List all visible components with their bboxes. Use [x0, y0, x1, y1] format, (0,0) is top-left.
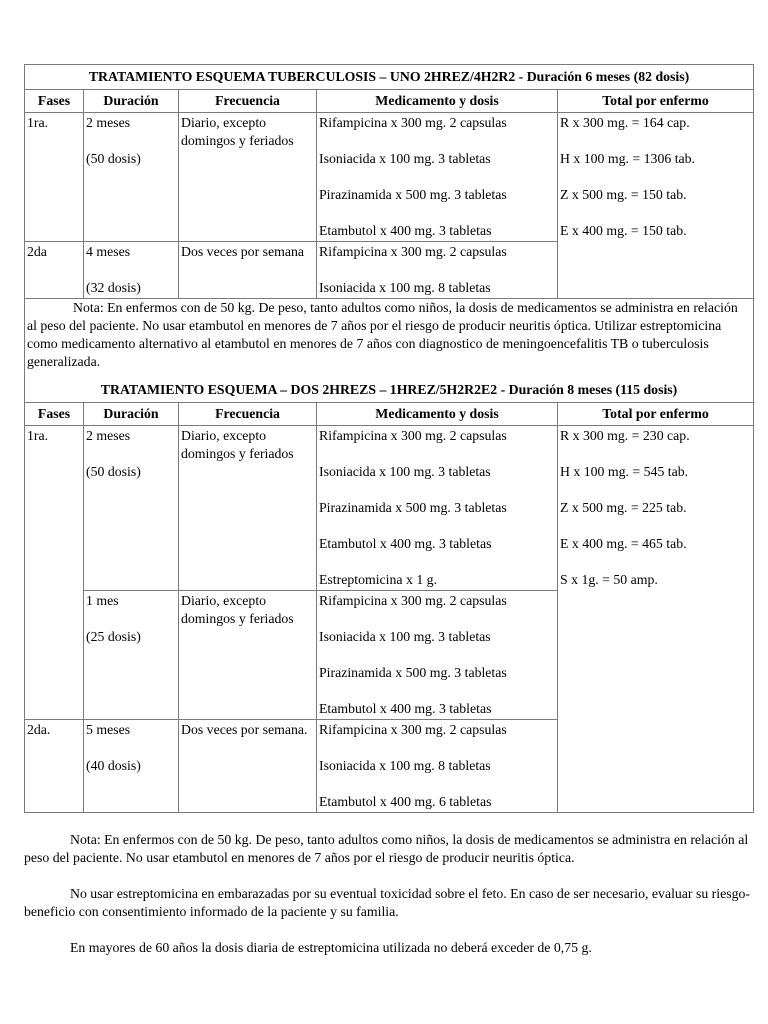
medication-line: Etambutol x 400 mg. 3 tabletas — [319, 536, 492, 551]
frequency-cell: Diario, excepto domingos y feriados — [179, 426, 317, 591]
phase-label: 2da — [25, 242, 84, 299]
col-header-medicamento: Medicamento y dosis — [317, 403, 558, 426]
medication-line: Rifampicina x 300 mg. 2 capsulas — [319, 244, 507, 259]
medication-line: Rifampicina x 300 mg. 2 capsulas — [319, 115, 507, 130]
frequency-cell: Dos veces por semana. — [179, 720, 317, 813]
medication-cell — [317, 426, 558, 591]
treatment-table — [24, 64, 754, 813]
dose-count-text: (50 dosis) — [86, 464, 141, 479]
medication-line: Etambutol x 400 mg. 3 tabletas — [319, 223, 492, 238]
duration-text: 1 mes — [86, 593, 119, 608]
duration-cell — [84, 720, 179, 813]
total-line: Z x 500 mg. = 225 tab. — [560, 500, 687, 515]
col-header-total: Total por enfermo — [558, 90, 754, 113]
total-line: S x 1g. = 50 amp. — [560, 572, 658, 587]
total-line: H x 100 mg. = 1306 tab. — [560, 151, 696, 166]
col-header-total: Total por enfermo — [558, 403, 754, 426]
medication-line: Rifampicina x 300 mg. 2 capsulas — [319, 593, 507, 608]
dose-count-text: (25 dosis) — [86, 629, 141, 644]
medication-line: Rifampicina x 300 mg. 2 capsulas — [319, 722, 507, 737]
medication-line: Isoniacida x 100 mg. 3 tabletas — [319, 464, 491, 479]
medication-line: Isoniacida x 100 mg. 3 tabletas — [319, 151, 491, 166]
scheme-one-note-text: Nota: En enfermos con de 50 kg. De peso, tanto adultos como niños, la dosis de medicamentos se administra en relación al peso del paciente. No usar etambutol en menores de 7 años por el riesgo de producir neuritis óptica. Utilizar estreptomicina como medicamento alternativo al etambutol en menores de 7 años con diagnostico de meningoencefalitis TB o tuberculosis generalizada. — [27, 300, 738, 369]
scheme-one-header-row — [25, 90, 754, 113]
duration-cell — [84, 242, 179, 299]
note-paragraph — [24, 885, 753, 921]
scheme-one-note — [25, 299, 754, 374]
scheme-two-header-row — [25, 403, 754, 426]
total-line: R x 300 mg. = 164 cap. — [560, 115, 690, 130]
medication-line: Isoniacida x 100 mg. 3 tabletas — [319, 629, 491, 644]
frequency-cell: Diario, excepto domingos y feriados — [179, 591, 317, 720]
col-header-fases: Fases — [25, 403, 84, 426]
medication-cell — [317, 720, 558, 813]
notes-section — [24, 831, 753, 957]
col-header-frecuencia: Frecuencia — [179, 403, 317, 426]
medication-line: Etambutol x 400 mg. 3 tabletas — [319, 701, 492, 716]
total-line: E x 400 mg. = 465 tab. — [560, 536, 687, 551]
scheme-one-phase-1-row — [25, 113, 754, 242]
col-header-duracion: Duración — [84, 90, 179, 113]
col-header-frecuencia: Frecuencia — [179, 90, 317, 113]
dose-count-text: (32 dosis) — [86, 280, 141, 295]
col-header-duracion: Duración — [84, 403, 179, 426]
medication-line: Etambutol x 400 mg. 6 tabletas — [319, 794, 492, 809]
duration-text: 4 meses — [86, 244, 131, 259]
duration-cell — [84, 591, 179, 720]
dose-count-text: (50 dosis) — [86, 151, 141, 166]
phase-label: 1ra. — [25, 113, 84, 242]
duration-text: 2 meses — [86, 115, 131, 130]
scheme-two-phase-1a-row — [25, 426, 754, 591]
duration-cell — [84, 113, 179, 242]
phase-label: 2da. — [25, 720, 84, 813]
dose-count-text: (40 dosis) — [86, 758, 141, 773]
medication-line: Estreptomicina x 1 g. — [319, 572, 438, 587]
col-header-medicamento: Medicamento y dosis — [317, 90, 558, 113]
total-cell — [558, 113, 754, 299]
note-text: En mayores de 60 años la dosis diaria de estreptomicina utilizada no deberá exceder de 0,75 g. — [70, 940, 592, 955]
duration-cell — [84, 426, 179, 591]
note-text: No usar estreptomicina en embarazadas por su eventual toxicidad sobre el feto. En caso de ser necesario, evaluar su riesgo-beneficio con consentimiento informado de la paciente y su familia. — [24, 886, 750, 919]
total-line: E x 400 mg. = 150 tab. — [560, 223, 687, 238]
medication-line: Pirazinamida x 500 mg. 3 tabletas — [319, 187, 507, 202]
total-cell — [558, 426, 754, 813]
scheme-one-title: TRATAMIENTO ESQUEMA TUBERCULOSIS – UNO 2HREZ/4H2R2 - Duración 6 meses (82 dosis) — [25, 65, 754, 90]
document-page — [24, 64, 753, 975]
note-paragraph — [24, 831, 753, 867]
note-paragraph — [24, 939, 753, 957]
medication-line: Pirazinamida x 500 mg. 3 tabletas — [319, 500, 507, 515]
medication-line: Isoniacida x 100 mg. 8 tabletas — [319, 758, 491, 773]
medication-cell — [317, 591, 558, 720]
medication-line: Isoniacida x 100 mg. 8 tabletas — [319, 280, 491, 295]
duration-text: 2 meses — [86, 428, 131, 443]
medication-cell — [317, 113, 558, 242]
total-line: H x 100 mg. = 545 tab. — [560, 464, 689, 479]
frequency-cell: Diario, excepto domingos y feriados — [179, 113, 317, 242]
note-text: Nota: En enfermos con de 50 kg. De peso, tanto adultos como niños, la dosis de medicamentos se administra en relación al peso del paciente. No usar etambutol en menores de 7 años por el riesgo de producir neuritis óptica. — [24, 832, 749, 865]
medication-line: Pirazinamida x 500 mg. 3 tabletas — [319, 665, 507, 680]
total-line: Z x 500 mg. = 150 tab. — [560, 187, 687, 202]
phase-label: 1ra. — [25, 426, 84, 720]
col-header-fases: Fases — [25, 90, 84, 113]
scheme-two-title: TRATAMIENTO ESQUEMA – DOS 2HREZS – 1HREZ/5H2R2E2 - Duración 8 meses (115 dosis) — [25, 373, 754, 403]
frequency-cell: Dos veces por semana — [179, 242, 317, 299]
medication-cell — [317, 242, 558, 299]
total-line: R x 300 mg. = 230 cap. — [560, 428, 690, 443]
medication-line: Rifampicina x 300 mg. 2 capsulas — [319, 428, 507, 443]
duration-text: 5 meses — [86, 722, 131, 737]
